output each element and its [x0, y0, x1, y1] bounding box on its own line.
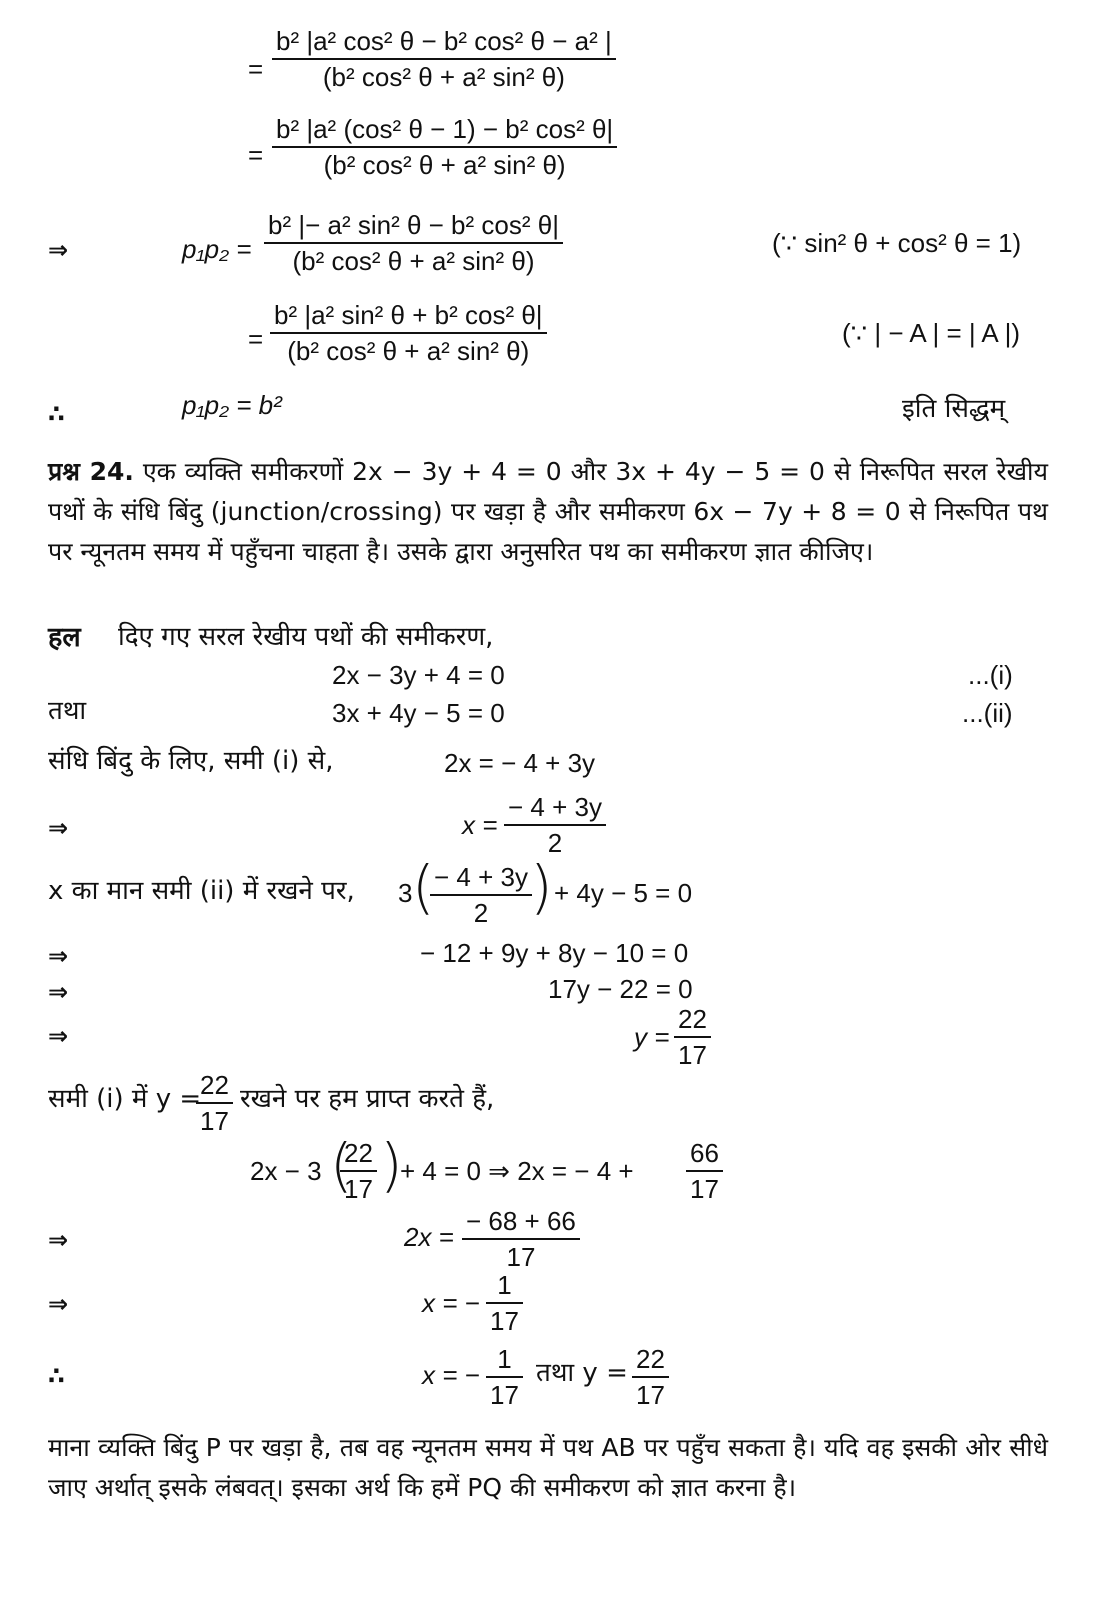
- fraction-bar: [272, 146, 617, 148]
- implies-symbol: ⇒: [48, 814, 69, 842]
- fraction-numerator: 66: [690, 1138, 719, 1168]
- fraction-numerator: 1: [497, 1344, 512, 1374]
- step-equation-2: 17y − 22 = 0: [548, 974, 693, 1004]
- fraction-denominator: (b² cos² θ + a² sin² θ): [323, 150, 566, 180]
- sub2-start: 2x − 3: [250, 1156, 322, 1186]
- proof-note: (∵ | − A | = | A |): [842, 318, 1020, 348]
- fraction-denominator: 17: [678, 1040, 707, 1070]
- left-parenthesis: (: [412, 853, 435, 921]
- step-equation-1: − 12 + 9y + 8y − 10 = 0: [420, 938, 689, 968]
- sub2-fraction: [340, 1140, 377, 1202]
- put-fraction: [196, 1072, 233, 1134]
- implies-symbol: ⇒: [48, 1290, 69, 1318]
- final-y-fraction: [632, 1346, 669, 1408]
- fraction-bar: [674, 1036, 711, 1038]
- fraction-denominator: (b² cos² θ + a² sin² θ): [292, 246, 535, 276]
- fraction-numerator: − 4 + 3y: [508, 792, 602, 822]
- fraction-bar: [486, 1376, 523, 1378]
- implies-symbol: ⇒: [48, 942, 69, 970]
- implies-symbol: ⇒: [48, 1226, 69, 1254]
- fraction-numerator: b² |− a² sin² θ − b² cos² θ|: [268, 210, 559, 240]
- fraction-numerator: − 4 + 3y: [434, 862, 528, 892]
- tatha-text: तथा: [48, 696, 87, 726]
- fraction-denominator: (b² cos² θ + a² sin² θ): [322, 62, 565, 92]
- x3-lhs: x = −: [422, 1288, 480, 1318]
- equation-1: 2x − 3y + 4 = 0: [332, 660, 505, 690]
- solution-label: हल: [48, 622, 81, 653]
- fraction-bar: [264, 242, 563, 244]
- fraction-denominator: 17: [506, 1242, 536, 1272]
- fraction-denominator: 17: [490, 1380, 519, 1410]
- fraction-numerator: 22: [678, 1004, 707, 1034]
- fraction-bar: [486, 1302, 523, 1304]
- fraction-denominator: 17: [636, 1380, 665, 1410]
- proof-fraction-3: [264, 212, 563, 274]
- fraction-denominator: (b² cos² θ + a² sin² θ): [287, 336, 530, 366]
- equation-1-tag: ...(i): [968, 660, 1013, 690]
- fraction-bar: [196, 1102, 233, 1104]
- fraction-denominator: 17: [490, 1306, 519, 1336]
- fraction-denominator: 17: [690, 1174, 719, 1204]
- x2-fraction: [462, 1208, 580, 1270]
- fraction-numerator: b² |a² (cos² θ − 1) − b² cos² θ|: [276, 114, 614, 144]
- substitution-text: x का मान समी (ii) में रखने पर,: [48, 876, 355, 906]
- fraction-bar: [504, 824, 606, 826]
- fraction-numerator: b² |a² sin² θ + b² cos² θ|: [274, 300, 543, 330]
- substitution-fraction: [430, 864, 532, 926]
- solution-intro: दिए गए सरल रेखीय पथों की समीकरण,: [118, 622, 494, 652]
- sub2-rest: + 4 = 0 ⇒ 2x = − 4 +: [400, 1156, 634, 1186]
- fraction-bar: [462, 1238, 580, 1240]
- proof-fraction-1: [272, 28, 616, 90]
- fraction-bar: [340, 1170, 377, 1172]
- closing-paragraph: माना व्यक्ति बिंदु P पर खड़ा है, तब वह न्यूनतम समय में पथ AB पर पहुँच सकता है। यदि वह इसकी ओर सीधे जाए अर्थात् इसके लंबवत्। इसका अर्थ कि हमें PQ की समीकरण को ज्ञात करना है।: [48, 1433, 1048, 1502]
- fraction-bar: [270, 332, 547, 334]
- question-24: [48, 452, 1048, 572]
- final-x-fraction: [486, 1346, 523, 1408]
- right-parenthesis: ): [380, 1131, 403, 1199]
- equation-2: 3x + 4y − 5 = 0: [332, 698, 505, 728]
- qed-text: इति सिद्धम्: [902, 394, 1006, 424]
- fraction-numerator: 1: [497, 1270, 512, 1300]
- final-x-lhs: x = −: [422, 1360, 480, 1390]
- fraction-bar: [632, 1376, 669, 1378]
- question-label: प्रश्न 24.: [48, 457, 134, 486]
- equals-sign: =: [248, 140, 264, 170]
- substitution-coefficient: 3: [398, 878, 413, 908]
- x-lhs: x =: [462, 810, 498, 840]
- implies-symbol: ⇒: [48, 1022, 69, 1050]
- proof-lhs: p₁p₂ =: [182, 234, 252, 264]
- left-parenthesis: (: [330, 1131, 353, 1199]
- right-parenthesis: ): [530, 853, 553, 921]
- equation-2-tag: ...(ii): [962, 698, 1013, 728]
- fraction-denominator: 2: [547, 828, 563, 858]
- fraction-denominator: 17: [344, 1174, 373, 1204]
- fraction-numerator: 22: [636, 1344, 665, 1374]
- fraction-bar: [686, 1170, 723, 1172]
- fraction-numerator: − 68 + 66: [466, 1206, 576, 1236]
- junction-equation: 2x = − 4 + 3y: [444, 748, 596, 778]
- fraction-numerator: 22: [200, 1070, 229, 1100]
- therefore-symbol: ∴: [48, 1362, 65, 1390]
- fraction-bar: [272, 58, 616, 60]
- implies-symbol: ⇒: [48, 236, 69, 264]
- fraction-numerator: b² |a² cos² θ − b² cos² θ − a² |: [276, 26, 612, 56]
- x2-lhs: 2x =: [404, 1222, 454, 1252]
- implies-symbol: ⇒: [48, 978, 69, 1006]
- junction-text: संधि बिंदु के लिए, समी (i) से,: [48, 746, 334, 776]
- proof-fraction-4: [270, 302, 547, 364]
- x3-fraction: [486, 1272, 523, 1334]
- proof-note: (∵ sin² θ + cos² θ = 1): [772, 228, 1022, 258]
- fraction-denominator: 2: [473, 898, 489, 928]
- y-fraction: [674, 1006, 711, 1068]
- final-mid-text: तथा y =: [536, 1358, 628, 1388]
- fraction-numerator: 22: [344, 1138, 373, 1168]
- x-fraction: [504, 794, 606, 856]
- y-lhs: y =: [634, 1022, 670, 1052]
- therefore-symbol: ∴: [48, 400, 65, 428]
- fraction-bar: [430, 894, 532, 896]
- question-text: एक व्यक्ति समीकरणों 2x − 3y + 4 = 0 और 3x + 4y − 5 = 0 से निरूपित सरल रेखीय पथों के संधि बिंदु (junction/crossing) पर खड़ा है और समीकरण 6x − 7y + 8 = 0 से निरूपित पथ पर न्यूनतम समय में पहुँचना चाहता है। उसके द्वारा अनुसरित पथ का समीकरण ज्ञात कीजिए।: [48, 457, 1048, 566]
- fraction-denominator: 17: [200, 1106, 229, 1136]
- proof-result: p₁p₂ = b²: [182, 390, 282, 420]
- put-text-start: समी (i) में y =: [48, 1084, 202, 1114]
- proof-fraction-2: [272, 116, 617, 178]
- sub2-result-fraction: [686, 1140, 723, 1202]
- put-text-end: रखने पर हम प्राप्त करते हैं,: [240, 1084, 495, 1114]
- equals-sign: =: [248, 54, 264, 84]
- equals-sign: =: [248, 324, 264, 354]
- substitution-rest: + 4y − 5 = 0: [554, 878, 693, 908]
